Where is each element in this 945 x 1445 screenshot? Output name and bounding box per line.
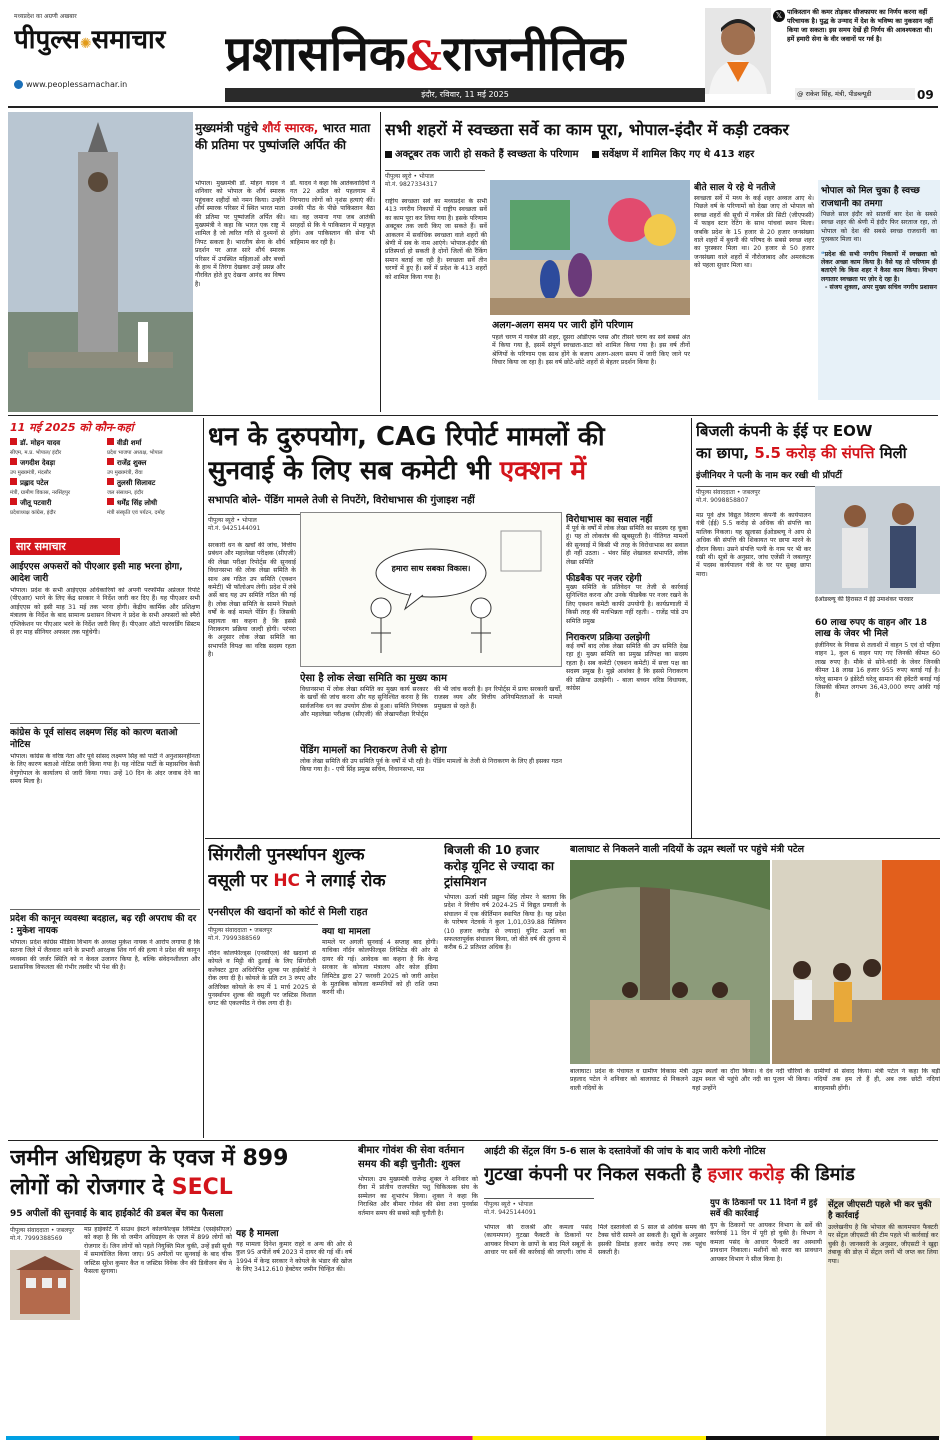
singrauli-side-body: मामले पर अगली सुनवाई 4 सप्ताह बाद होगी। याचिका नॉर्दन कोलफील्ड्स लिमिटेड की ओर से दायर की गई। आवेदक का कहना है कि केन्द्र सरकार के कोयला मंत्रालय और कोल इंडिया लिमिटेड द्वारा 27 फरवरी 2025 को जारी आदेश के मुताबिक कोयला कम्पनियों को ही राशि जमा करनी थी। (322, 939, 438, 997)
eow-head-red: 5.5 करोड़ की संपत्ति (754, 444, 875, 462)
swachh-caption-body: पहले चरण में गार्बेज फ्री शहर, दूसरा ओडीएफ प्लस और तीसरे चरण का सर्वे सबसे अंत में किया गया है, इसमें संपूर्ण स्वच्छता-डाटा को शामिल किया गया है। इस वर्ष तीनों श्रेणियों के परिणाम एक साथ होंगे के बजाय अलग-अलग समय में जारी किए जाने पर विचार किया जा रहा है। इस वर्ष छोटे-छोटे शहरों से बेहतर प्रदर्शन किया है। (492, 334, 690, 367)
saar-item (10, 909, 200, 1059)
eow-side-body: इंजीनियर के निवास से तलाशी में वाहन 5 एवं दो पहिया वाहन 1, कुल 6 वाहन पाए गए जिनकी कीमत 60 लाख रुपए है। मौके से सोने-चांदी के जेवर जिनकी कीमत 18 लाख 16 हजार 955 रुपए बताई गई है। घरेलू सामान 9 इंडेरेटी घरेलू सामान की इंवेंटरी बनाई गई जिसकी कीमत लगभग 36,43,000 रुपए आंकी गई है। (815, 642, 940, 700)
secl-head-a: जमीन अधिग्रहण के एवज में 899 (10, 1146, 289, 1171)
swachh-headline: सभी शहरों में स्वच्छता सर्वे का काम पूरा, भोपाल-इंदौर में कड़ी टक्कर (385, 120, 789, 139)
secl-head-red: SECL (171, 1175, 233, 1200)
swachh-side-body: स्वच्छता सर्वे में मध्य के कई शहर अव्वल आए थे। पिछले वर्ष के परिणामों को देखा जाए तो भोपाल को स्वच्छ शहरों की सूची में गार्बेज फ्री सिटी (जीएफसी) में फाइव स्टार रेटिंग के साथ पांचवां स्थान मिला। जबकि प्रदेश के 15 हजार से 20 हजार जनसंख्या वाले शहरों में बुधनी की परिषद के सबसे स्वच्छ शहर का पुरस्कार मिला था। 20 हजार से 50 हजार जनसंख्या वाले शहरों में नौरोजाबाद और अमरकंटक को पहला सुधार मिला था। (694, 195, 814, 270)
eow-body: मप्र पूर्व क्षेत्र विद्युत वितरण कंपनी के कार्यपालन यंत्री (ईई) 5.5 करोड़ से अधिक की संपत्ति का मालिक निकला। यह खुलासा ईओडब्ल्यू ने आय से अधिक की संपत्ति की शिकायत पर छापा मारने के दौरान किया। उसने संपत्ति पत्नी के नाम पर भी कर रखी थी। सूत्रों के अनुसार, जांच एजेंसी ने जबलपुर में पदस्थ कार्यपालन यंत्री के घर पर सुबह छापा मारा। (696, 512, 811, 578)
tweet-box (705, 8, 940, 103)
person-card: तुलसी सिलावट जल संसाधन, इंदौर (107, 479, 156, 496)
eow-byline-block (696, 486, 816, 510)
cag-box-body: विधानसभा में लोक लेखा समिति का मुख्य कार्य सरकार के खर्चों की जांच करना और यह सुनिश्चित करना है कि सार्वजनिक धन का उपयोग ठीक से हुआ। समिति नियंत्रक और महालेखा परीक्षक (सीएजी) की लेखापरीक्षा रिपोर्ट्स की भी जांच करती है। इन रिपोर्ट्स में प्रायः सरकारी खर्चों, राजस्व व्यय और वित्तीय अनियमितताओं के मामले प्रमुखता से रहते हैं। (300, 686, 562, 719)
person-card: डॉ. मोहन यादव सीएम, म.प्र. भोपाल/ इंदौर (10, 439, 62, 456)
secl-side (236, 1226, 352, 1436)
swachh-body: राष्ट्रीय स्वच्छता सर्वे का मध्यप्रदेश के सभी 413 नगरीय निकायों में राष्ट्रीय स्वच्छता सर्वे का काम पूरा कर लिया गया है। इसके परिणाम अक्टूबर तक जारी किए जा सकते हैं। सर्वे आकलन में सर्वाधिक स्वच्छता वाले शहरों की श्रेणी में सब के नाम आएंगे। भोपाल-इंदौर की प्रतिस्पर्धा हो सकती है दोनों जिलों की रैंकिंग समान बताई जा रही है। स्वच्छता सर्वे तीन चरणों में हुए हैं। सर्वे में प्रदेश के 413 शहरों को शामिल किया गया है। (385, 198, 487, 281)
eow-photo (815, 486, 940, 594)
swachh-photo-caption: अलग-अलग समय पर जारी होंगे परिणाम (492, 320, 633, 331)
cag-side1-body: मैं पूर्व के वर्षों में लोक लेखा समिति का सदस्य रह चुका हूं। यह तो लोकतंत्र की खूबसूरती है। नीतिगत मामलों की सुनवाई में किसी भी तरह के विरोधाभास का सवाल ही नहीं उठता। - भंवर सिंह शेखावत सभापति, लोक लेखा समिति (566, 525, 688, 566)
lead-photo (8, 112, 193, 412)
person-card: जीतू पटवारी प्रदेशाध्यक्ष कांग्रेस, इंदौर (10, 499, 56, 516)
section-amp: & (405, 33, 442, 80)
secl-body: मप्र हाईकोर्ट ने साउथ ईस्टर्न कोलफील्ड्स लिमिटेड (एसईसीएल) को कहा है कि वो जमीन अधिग्रहण के एवज में 899 लोगों को रोजगार दें। जिन लोगों को पहले नियुक्ति मिल चुकी, उन्हें इसी सूची में समायोजित किया जाए। 95 अपीलों पर सुनवाई के बाद चीफ जस्टिस सुरेश कुमार कैत व जस्टिस विवेक जैन की डिवीजन बेंच ने फैसला सुनाया। (84, 1226, 232, 1276)
section-title-a: प्रशासनिक (225, 26, 406, 82)
eow-headline (696, 420, 940, 466)
singrauli-side (322, 924, 438, 1134)
cag-side2-body: मुख्य समिति के प्रतिवेदन पर तेजी से कार्रवाई सुनिश्चित करना और उनके फीडबैक पर नजर रखने के लिए एक्शन कमेटी काफी उपयोगी है। कार्यप्रणाली में किसी तरह की मतभिन्नता नहीं रहती। - राजेंद्र पांडे उप समिति प्रमुख (566, 584, 688, 625)
eow-mobile: मो.नं. 9098858807 (696, 497, 749, 504)
gutkha-byline: पीपुल्स ब्यूरो • भोपाल (484, 1198, 594, 1208)
minister-portrait (705, 8, 771, 94)
bijli-story (444, 842, 566, 1137)
swachh-side (694, 180, 814, 400)
gauvansh-head: बीमार गोवंश की सेवा वर्तमान समय की बड़ी चुनौती: शुक्ल (358, 1145, 465, 1170)
secl-byline: पीपुल्स संवाददाता • जबलपुर (10, 1224, 120, 1234)
dateline-bar (225, 88, 705, 102)
bijli-body: भोपाल। ऊर्जा मंत्री प्रद्युम्न सिंह तोमर ने बताया कि प्रदेश ने वित्तीय वर्ष 2024-25 में विद्युत प्रणाली के संचालन में एक कीर्तिमान स्थापित किया है। यह प्रदेश के पारेषण नेटवर्क ने कुल 1,01,039.88 मिलियन (10 हजार करोड़ से ज्यादा) यूनिट ऊर्जा का सफलतापूर्वक संचालन किया, जो बीते वर्ष की तुलना में करीब 6.2 प्रतिशत अधिक है। (444, 894, 566, 952)
lead-body-b: डॉ. यादव ने कहा कि आतंकवादियों ने गत 22 अप्रैल को पहलगाम में निरपराध लोगों को नृशंस हत्याएं कीं। उनकी पीठ के पीछे पाकिस्तान बैठा था। वह जमाना गया जब आतंकी सरहदों से कि ये पाकिस्तान में महफूज़ होंगे। अब पाकिस्तान की सेना भी त्राहिमाम कर रही है। (290, 180, 375, 246)
cag-head-a: धन के दुरुपयोग, CAG रिपोर्ट मामलों की (208, 422, 605, 452)
saar-item (10, 723, 200, 903)
secl-head-b: लोगों को रोजगार दे (10, 1175, 165, 1200)
website-row (14, 80, 214, 94)
cag-sub: सभापति बोले- पेंडिंग मामले तेजी से निपटेंगे, विरोधाभास की गुंजाइश नहीं (208, 495, 475, 506)
cag-head-b: सुनवाई के लिए सब कमेटी भी (208, 456, 491, 486)
brand-suffix: समाचार (91, 25, 166, 55)
gutkha-head-red: हजार करोड़ (707, 1164, 785, 1185)
saar-item-head: आईएएस अफसरों को पीएआर इसी माह भरना होगा, आदेश जारी (10, 562, 183, 584)
cag-side1-head: विरोधाभास का सवाल नहीं (566, 515, 653, 525)
cag-box-head: ऐसा है लोक लेखा समिति का मुख्य काम (300, 673, 447, 684)
singrauli-head-red: HC (273, 871, 301, 891)
saar-item (10, 561, 200, 717)
gutkha-mobile: मो.नं. 9425144091 (484, 1209, 537, 1216)
lead-headline (195, 120, 375, 180)
swachh-box-body: पिछले साल इंदौर को सातवीं बार देश के सबसे स्वच्छ शहर की श्रेणी में इंदौर फिर सरताज रहा, तो भोपाल को देश की सबसे स्वच्छ राजधानी का पुरस्कार मिला था। (821, 211, 937, 244)
singrauli-byline: पीपुल्स संवाददाता • जबलपुर (208, 924, 318, 934)
saar-item-body: भोपाल। प्रदेश कांग्रेस मीडिया विभाग के अध्यक्ष मुकेश नायक ने आरोप लगाया है कि सतना जिले में जैतवारा थाने के प्रभारी आरक्षक शिव गर्ग की हत्या ने प्रदेश की कानून व्यवस्था की जर्जर स्थिति को न केवल उजागर किया है, बल्कि संवेदनशीलता और प्रशासनिक विफलता की गंभीर तस्वीर भी पेश की है। (10, 939, 200, 972)
balaghat-caption-3: ग्रामीणों से संवाद किया। मंत्री पटेल ने कहा कि बड़ी नदियों तक हम तो हैं ही, अब तक छोटी नदियां बारहमासी होंगी। (814, 1068, 940, 1092)
cag-head-red: एक्शन में (499, 456, 587, 486)
singrauli-byline-block (208, 924, 318, 948)
person-card: वीडी शर्मा प्रदेश भाजपा अध्यक्ष, भोपाल (107, 439, 163, 456)
lead-body-a: भोपाल। मुख्यमंत्री डॉ. मोहन यादव ने शनिवार को भोपाल के शौर्य स्मारक पहुंचकर शहीदों को नमन किया। उन्होंने शौर्य स्मारक परिसर में स्थित भारत माता की प्रतिमा पर पुष्पांजलि अर्पित की। मुख्यमंत्री ने कहा कि भारत एक राष्ट्र में शामिल है जो त्वरित गति से दुश्मनों से निपट सकता है। भारतीय सेना के शौर्य प्रदर्शन पर आज सारे शौर्य स्मारक परिसर में उपस्थित महिलाओं और बच्चों के हाथ में तिरंगा देखकर उन्हें प्रसन्न और गौरवित होते हुए देखना आनंद का विषय है। (195, 180, 285, 288)
singrauli-sub: एनसीएल की खदानों को कोर्ट से मिली राहत (208, 907, 368, 918)
saar-title: सार समाचार (10, 538, 120, 555)
singrauli-side-head: क्या था मामला (322, 927, 371, 937)
dateline: इंदौर, रविवार, 11 मई 2025 (225, 88, 705, 102)
sun-icon: ✺ (79, 36, 92, 52)
tweet-text: पाकिस्तान की कमर तोड़कर सीजफायर का निर्णय करना वहीं परिचायक है। युद्ध के उन्माद में देश के भविष्य का नुकसान नहीं किया जा सकता। इस समय देखें ही निर्णय की आवश्यकता थी। हमें हमारी सेना के वीर जवानों पर गर्व है। (787, 8, 933, 43)
website-link[interactable]: www.peoplessamachar.in (26, 80, 128, 89)
cag-body: सरकारी धन के खर्चों की जांच, वित्तीय प्रबंधन और महालेखा परीक्षक (सीएजी) की लेखा परीक्षा रिपोर्ट्स की सुनवाई विधानसभा की लोक लेखा समिति के साथ अब गठित उप समिति (एक्शन कमेटी) भी फॉलोअप लेगी। प्रदेश में लंबे अर्से बाद यह उप समिति गठित की गई है। लोक लेखा समिति के सामने पिछले वर्षों के कई मामले पेंडिंग हैं। जिसकी सहायता का कहना है कि इससे निराकरण प्रक्रिया जल्दी होगी। परंपरा के अनुसार लोक लेखा समिति का सभापति विपक्ष का वरिष्ठ सदस्य रहता है। (208, 542, 296, 659)
singrauli-body: नॉर्दन कोलफील्ड्स (एनसीएल) की खदानों से कोयले व मिट्टी की ढुलाई के लिए सिंगरौली कलेक्टर द्वारा अधिरोपित शुल्क पर हाईकोर्ट ने रोक लगा दी है। कोयले के प्रति टन 3 रुपए और अतिरिक्त कोयले के रुप में 1 मार्च 2025 से पुनर्स्थापन शुल्क की वसूली पर जस्टिस विशाल धगट की एकलपीठ ने रोक लगा दी है। (208, 950, 316, 1008)
eow-head-c: मिली (879, 444, 907, 462)
swachh-photo (490, 180, 690, 315)
gutkha-side-body: युप के ठिकानों पर आयकर विभाग के सर्वे की कार्रवाई 11 दिन में पूरी हो चुकी है। विभाग ने कमला पसंद के आधार फैक्टरी का अस्थायी प्रावधान निकाला। मशीनों को कारा का प्रावधान आयकर विभाग ने सीज किया है। (710, 1222, 822, 1263)
person-card: जगदीश देवड़ा उप मुख्यमंत्री, मंदसौर (10, 459, 56, 476)
gutkha-body: भोपाल की राजश्री और कमला पसंद (कायमपान) गुटखा फैक्टरी के ठिकानों पर आयकर विभाग के छापों के बाद मिले सबूतों के आधार पर सर्वे की कार्रवाई की जाएगी। जांच में मिले दस्तावेजों से 5 साल से अधिक समय की टैक्स चोरी सामने आ सकती है। सूत्रों के अनुसार इसकी डिमांड हजार करोड़ रुपए तक पहुंच सकती है। (484, 1224, 706, 1257)
saar-item-head: प्रदेश की कानून व्यवस्था बदहाल, बढ़ रही अपराध की दर : मुकेश नायक (10, 914, 197, 936)
eow-head-b: का छापा, (696, 444, 750, 462)
singrauli-mobile: मो.नं. 7999388569 (208, 935, 261, 942)
swachh-subheads (385, 146, 940, 162)
lead-col-rule (380, 112, 381, 412)
gauvansh-body: भोपाल। उप मुख्यमंत्री राजेन्द्र शुक्ल ने शनिवार को रीवा में प्रांतीय राजपत्रित पशु चिकित्सक संघ के सम्मेलन का शुभारंभ किया। शुक्ल ने कहा कि निराश्रित और बीमार गोवंश की सेवा तथा पुनर्वास वर्तमान समय की सबसे बड़ी चुनौती है। (358, 1176, 478, 1217)
gutkha-head-a: गुटखा कंपनी पर निकल सकती है (484, 1164, 702, 1185)
color-registration-strip (6, 1436, 939, 1440)
saar-item-head: कांग्रेस के पूर्व सांसद लक्ष्मण सिंह को कारण बताओ नोटिस (10, 728, 178, 750)
singrauli-head-a: सिंगरौली पुनर्स्थापन शुल्क (208, 845, 365, 865)
cag-side3-body: कई वर्षों बाद लोक लेखा समिति की उप समिति देख रहा हूं। मुख्य समिति का प्रमुख प्रतिपक्ष का सदस्य रहता है। सब कमेटी (एक्शन कमेटी) में सत्ता पक्ष का सदस्य प्रमुख है। मुझे आशंका है कि इससे निराकरण की प्रक्रिया उलझेगी। - बाला बच्चन वरिष्ठ विधायक, कांग्रेस (566, 643, 688, 693)
secl-side-body: यह मामला दिनेश कुमार राहरे व अन्य की ओर से कुल 95 अपीलें वर्ष 2023 में दायर की गई थीं। वर्ष 1994 में केन्द्र सरकार ने कोयले के भंडार की खोज के लिए 3412.610 हेक्टेयर जमीन चिन्हित की। (236, 1241, 352, 1274)
swachh-mobile: मो.नं. 9827334317 (385, 181, 438, 188)
gutkha-box (826, 1198, 940, 1438)
eow-byline: पीपुल्स संवाददाता • जबलपुर (696, 486, 816, 496)
person-card: धर्मेंद्र सिंह लोधी मंत्री संस्कृति एवं पर्यटन, दमोह (107, 499, 165, 516)
col-rule (691, 418, 692, 838)
cag-mobile: मो.नं. 9425144091 (208, 525, 261, 532)
cag-pend-body: लोक लेखा समिति की उप समिति पूर्व के वर्षों में भी रही है। पेंडिंग मामलों के तेजी से निराकरण के लिए ही इसका गठन किया गया है। - एपी सिंह प्रमुख सचिव, विधानसभा, मप्र (300, 758, 562, 774)
section-title-b: राजनीतिक (441, 26, 626, 82)
swachh-sub2: सर्वेक्षण में शामिल किए गए थे 413 शहर (601, 149, 755, 160)
gutkha-headline (484, 1162, 940, 1192)
lead-head-c: भारत माता की प्रतिमा पर पुष्पांजलि अर्पित की (195, 121, 371, 152)
x-icon[interactable]: 𝕏 (773, 10, 785, 22)
balaghat-photo-1 (570, 860, 770, 1064)
swachh-quote-text: प्रदेश की सभी नगरीय निकायों में स्वच्छता को लेकर अच्छा काम किया है। वैसे यह तो परिणाम ही बताएंगे कि किस शहर ने कैसा काम किया। विभाग लगातार स्वच्छता पर ज़ोर दे रहा है। (821, 250, 937, 283)
section-title (225, 20, 705, 86)
eow-sub: इंजीनियर ने पत्नी के नाम कर रखी थी प्रॉपर्टी (696, 471, 843, 481)
gutkha-side-head: युप के ठिकानों पर 11 दिनों में हुई सर्वे की कार्रवाई (710, 1198, 818, 1219)
eow-side (815, 618, 940, 838)
balaghat-headline: बालाघाट से निकलने वाली नदियों के उद्गम स्थलों पर पहुंचे मंत्री पटेल (570, 844, 805, 855)
swachh-quote (821, 251, 937, 285)
lead-head-a: मुख्यमंत्री पहुंचे (195, 121, 259, 135)
square-bullet-icon (385, 151, 392, 158)
eow-photo-caption: ईओडब्ल्यू की हिरासत में ईई उमाशंकर पारवार (815, 596, 914, 603)
balaghat-caption-1: बालाघाट। प्रदेश के पंचायत व ग्रामीण विकास मंत्री प्रहलाद पटेल ने शनिवार को बालाघाट से निकलने वाली नदियों के (570, 1068, 688, 1092)
cag-headline (208, 420, 688, 490)
person-card: राजेंद्र शुक्ल उप मुख्यमंत्री, रीवा (107, 459, 147, 476)
cartoon-speech: हमारा साथ सबका विकास। (391, 564, 471, 573)
row-rule (8, 1140, 938, 1141)
singrauli-head-c: ने लगाई रोक (305, 871, 386, 891)
masthead-tagline: मध्यप्रदेश का अग्रणी अखबार (14, 13, 77, 20)
col-rule (203, 418, 204, 1138)
cag-byline: पीपुल्स ब्यूरो • भोपाल (208, 514, 328, 524)
swachh-byline: पीपुल्स ब्यूरो • भोपाल (385, 170, 485, 180)
gutkha-box-head: सेंट्रल जीएसटी पहले भी कर चुकी है कार्रवाई (828, 1200, 932, 1221)
cag-box (300, 670, 562, 740)
singrauli-headline (208, 842, 438, 902)
swachh-box (818, 180, 940, 400)
eow-side-head: 60 लाख रुपए के वाहन और 18 लाख के जेवर भी मिले (815, 618, 928, 639)
gutkha-byline-block (484, 1198, 594, 1222)
whos-where-title: 11 मई 2025 को कौन-कहां (10, 421, 134, 434)
row-rule (205, 838, 940, 839)
masthead-rule (8, 106, 938, 108)
balaghat-photo-2 (772, 860, 940, 1064)
secl-side-head: यह है मामला (236, 1229, 279, 1239)
eow-head-a: बिजली कंपनी के ईई पर EOW (696, 422, 873, 440)
swachh-quote-author: - संजय शुक्ला, अपर मुख्य सचिव नगरीय प्रशासन (824, 284, 937, 292)
cag-pend-head: पेंडिंग मामलों का निराकरण तेजी से होगा (300, 745, 447, 756)
cag-side3-head: निराकरण प्रक्रिया उलझेगी (566, 633, 650, 644)
lead-head-b: शौर्य स्मारक, (262, 121, 319, 135)
row-rule (8, 415, 938, 416)
whos-where-grid (10, 438, 200, 516)
singrauli-head-b: वसूली पर (208, 871, 268, 891)
globe-icon (14, 80, 23, 89)
saar-item-body: भोपाल। प्रदेश के सभी आईएएस अधिकारियों को अपनी परफॉर्मेंस अप्रेजल रिपोर्ट (पीएआर) भरने के लिए केंद्र सरकार ने निर्देश जारी कर दिए हैं। यह पीएआर सभी आईएएस को इसी माह 31 मई तक भरना होगी। केंद्रीय कार्मिक और प्रशिक्षण मंत्रालय के निर्देश के बाद सामान्य प्रशासन विभाग ने प्रदेश के सभी अफसरों को स्पैरो एप्लिकेशन पर पीएआर भरने के निर्देश जारी किए हैं। पीएआर ऑटो फारवर्डिंग सिस्टम से हर माह सीनियर अफसर तक पहुंचेगी। (10, 587, 200, 637)
tweet-author: @ राकेश सिंह, मंत्री, पीडब्ल्यूडी (795, 88, 915, 100)
secl-mobile: मो.नं. 7999388569 (10, 1235, 63, 1242)
cag-sidebar (566, 512, 688, 832)
saar-item-body: भोपाल। कांग्रेस के वरिष्ठ नेता और पूर्व सांसद लक्ष्मण सिंह को पार्टी ने अनुशासनहीनता के लिए कारण बताओ नोटिस जारी किया गया है। यह नोटिस पार्टी के महासचिव केसी वेणुगोपाल के कार्यालय से जारी किया गया। उन्हें 10 दिन के अंदर जवाब देने का समय मिला है। (10, 753, 200, 786)
cag-side2-head: फीडबैक पर नजर रहेगी (566, 574, 642, 585)
brand-logo (14, 20, 214, 68)
secl-headline (10, 1144, 350, 1204)
cag-cartoon (300, 512, 562, 667)
swachh-side-head: बीते साल ये रहे थे नतीजे (694, 183, 776, 193)
swachh-box-head: भोपाल को मिल चुका है स्वच्छ राजधानी का तमगा (821, 186, 920, 209)
gutkha-head-c: की डिमांड (790, 1164, 855, 1185)
square-bullet-icon (592, 151, 599, 158)
gutkha-side (710, 1198, 822, 1438)
masthead (0, 0, 945, 112)
bijli-head: बिजली की 10 हजार करोड़ यूनिट से ज्यादा का ट्रांसमिशन (444, 843, 554, 889)
cag-pending (300, 742, 562, 826)
page-number: 09 (917, 88, 934, 102)
balaghat-caption-2: उद्गम स्थलों का दौरा किया। वे देव नदी चौरियों के उद्गम स्थल भी पहुंचे और नदी का पूजन भी किया। यहां उन्होंने (692, 1068, 810, 1092)
gutkha-top-head: आईटी की सेंट्रल विंग 5-6 साल के दस्तावेजों की जांच के बाद जारी करेगी नोटिस (484, 1146, 766, 1157)
gutkha-box-body: उल्लेखनीय है कि भोपाल की कायमपान फैक्टरी पर सेंट्रल जीएसटी की टीम पहले भी कार्रवाई कर चुकी है। जानकारी के अनुसार, जीएसटी ने खुद्दा तंबाकू की डोज़ में सेंट्रल जनों भी जप्त कर लिया गया। (828, 1224, 938, 1265)
secl-sub: 95 अपीलों की सुनवाई के बाद हाईकोर्ट की डबल बेंच का फैसला (10, 1209, 224, 1219)
saar-samachar (10, 538, 200, 1138)
quote-icon: ❝ (821, 250, 825, 258)
person-card: प्रह्लाद पटेल मंत्री, ग्रामीण विकास, नरसिंहपुर (10, 479, 70, 496)
brand-name: पीपुल्स (14, 25, 80, 55)
gauvansh-story (358, 1144, 478, 1434)
swachh-byline-block (385, 170, 485, 198)
swachh-sub1: अक्टूबर तक जारी हो सकते हैं स्वच्छता के परिणाम (395, 149, 579, 160)
secl-photo (10, 1250, 80, 1320)
whos-where (10, 420, 200, 532)
